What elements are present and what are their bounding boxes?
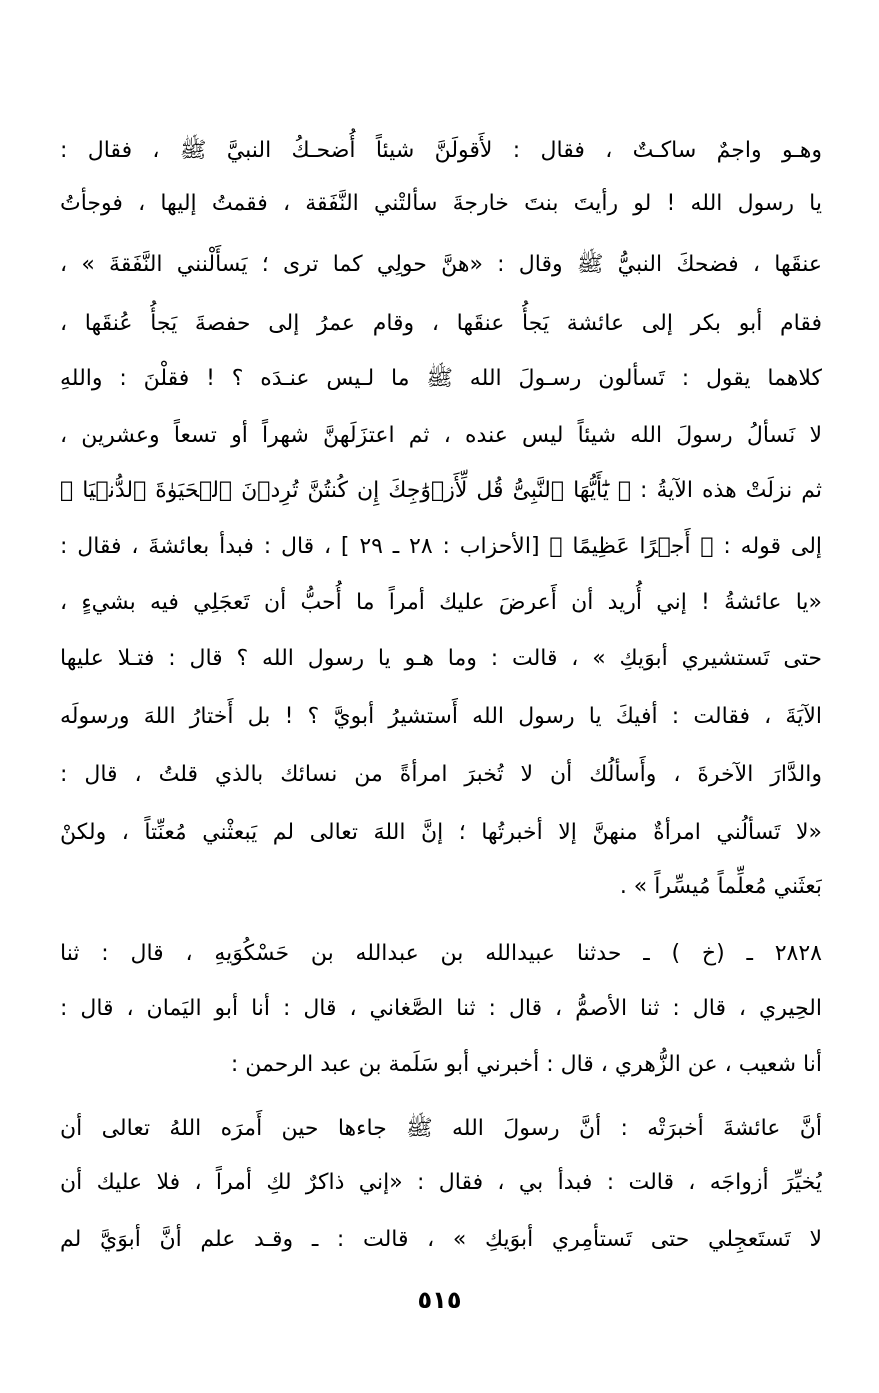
text-line-1: وهـو واجمٌ ساكـتٌ ، فقال : لأَقولَنَّ شيئاً أُضحـكُ النبيَّ ﷺ ، فقال :: [60, 138, 822, 163]
text-line-14: بَعثَني مُعلِّماً مُيسِّراً » .: [619, 874, 822, 899]
page-number: ٥١٥: [417, 1286, 462, 1314]
text-line-18: أنَّ عائشةَ أخبرَتْه : أنَّ رسولَ الله ﷺ جاءها حين أَمرَه اللهُ تعالى أن: [60, 1116, 822, 1141]
text-line-7-quran-verse: ثم نزلَتْ هذه الآيةُ : ﴿ يَٰٓأَيُّهَا ٱلنَّبِىُّ قُل لِّأَزۡوَٰجِكَ إِن كُنتُنَّ تُرِدۡنَ ٱلۡحَيَوٰةَ ٱلدُّنۡيَا ﴾: [60, 478, 822, 503]
text-line-13: «لا تَسألُني امرأةٌ منهنَّ إلا أخبرتُها ؛ إنَّ اللهَ تعالى لم يَبعثْني مُعنِّتاً ، ولكنْ: [60, 820, 822, 845]
text-line-17: أنا شعيب ، عن الزُّهري ، قال : أخبرني أبو سَلَمة بن عبد الرحمن :: [230, 1052, 822, 1077]
text-line-19: يُخيِّرَ أزواجَه ، قالت : فبدأ بي ، فقال : «إني ذاكرٌ لكِ أمراً ، فلا عليك أن: [60, 1170, 822, 1195]
text-line-20: لا تَستَعجِلي حتى تَستأمِري أبوَيكِ » ، قالت : ـ وقـد علم أنَّ أبوَيَّ لم: [60, 1227, 822, 1252]
text-line-4: فقام أبو بكر إلى عائشة يَجأُ عنقَها ، وقام عمرُ إلى حفصةَ يَجأُ عُنقَها ،: [60, 311, 822, 336]
text-line-3: عنقَها ، فضحكَ النبيُّ ﷺ وقال : «هنَّ حولِي كما ترى ؛ يَسأَلْنني النَّفَقةَ » ،: [60, 252, 822, 277]
text-line-6: لا نَسألُ رسولَ الله شيئاً ليس عنده ، ثم اعتزَلَهنَّ شهراً أو تسعاً وعشرين ،: [60, 423, 822, 448]
text-line-9: «يا عائشةُ ! إني أُريد أن أَعرضَ عليك أمراً ما أُحبُّ أن تَعجَلِي فيه بشيءٍ ،: [60, 590, 822, 615]
text-line-11: الآيَةَ ، فقالت : أفيكَ يا رسول الله أَستشيرُ أبويَّ ؟ ! بل أَختارُ اللهَ ورسولَه: [60, 704, 822, 729]
hadith-2828-heading: ٢٨٢٨ ـ (خ ) ـ حدثنا عبيدالله بن عبدالله بن حَسْكُوَيهِ ، قال : ثنا: [60, 941, 822, 966]
text-line-8: إلى قوله : ﴿ أَجۡرًا عَظِيمًا ﴾ [الأحزاب : ٢٨ ـ ٢٩ ] ، قال : فبدأ بعائشةَ ، فقال :: [60, 534, 822, 559]
text-line-16: الحِيري ، قال : ثنا الأصمُّ ، قال : ثنا الصَّغاني ، قال : أنا أبو اليَمان ، قال :: [60, 996, 822, 1021]
text-line-12: والدَّارَ الآخرةَ ، وأَسألُك أن لا تُخبرَ امرأةً من نسائك بالذي قلتُ ، قال :: [60, 762, 822, 787]
text-line-10: حتى تَستشيري أبوَيكِ » ، قالت : وما هـو يا رسول الله ؟ قال : فتـلا عليها: [60, 646, 822, 671]
text-line-5: كلاهما يقول : تَسألون رسـولَ الله ﷺ ما لـيس عنـدَه ؟ ! فقلْنَ : واللهِ: [60, 366, 822, 391]
text-line-2: يا رسول الله ! لو رأيتَ بنتَ خارجةَ سألتْني النَّفَقة ، فقمتُ إليها ، فوجأتُ: [60, 191, 822, 216]
